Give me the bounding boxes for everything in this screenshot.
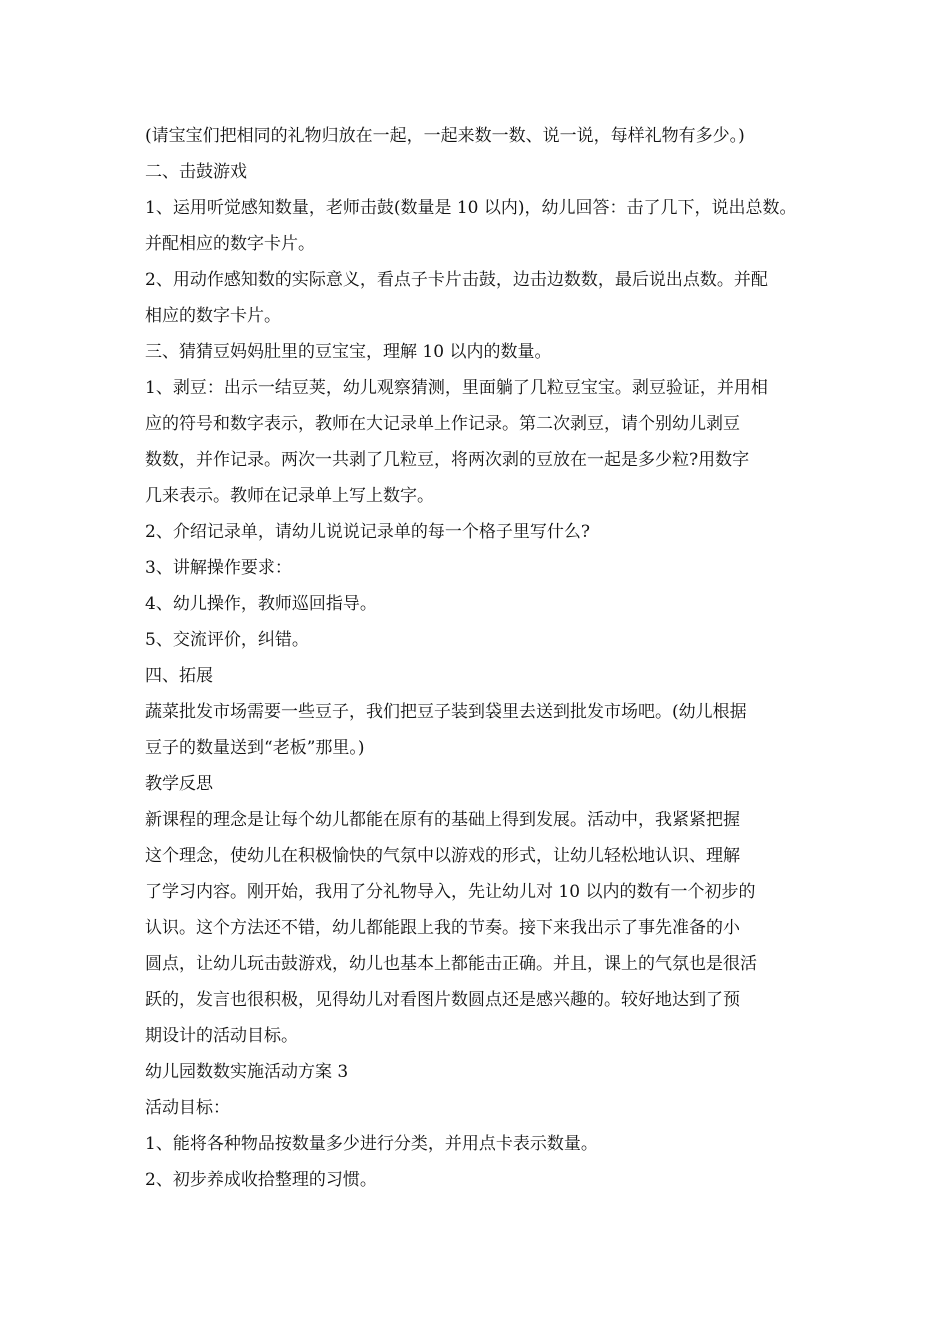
text-line: 应的符号和数字表示，教师在大记录单上作记录。第二次剥豆，请个别幼儿剥豆 bbox=[145, 414, 740, 434]
text-line: 数数，并作记录。两次一共剥了几粒豆，将两次剥的豆放在一起是多少粒?用数字 bbox=[145, 450, 750, 470]
text-line: 1、运用听觉感知数量，老师击鼓(数量是 10 以内)，幼儿回答：击了几下，说出总数。 bbox=[145, 198, 797, 218]
text-line: 1、剥豆：出示一结豆荚，幼儿观察猜测，里面躺了几粒豆宝宝。剥豆验证，并用相 bbox=[145, 378, 768, 398]
section-heading: 三、猜猜豆妈妈肚里的豆宝宝，理解 10 以内的数量。 bbox=[145, 342, 552, 362]
text-line: 2、初步养成收拾整理的习惯。 bbox=[145, 1170, 377, 1190]
text-line: 2、介绍记录单，请幼儿说说记录单的每一个格子里写什么? bbox=[145, 522, 590, 542]
text-line: 圆点，让幼儿玩击鼓游戏，幼儿也基本上都能击正确。并且，课上的气氛也是很活 bbox=[145, 954, 757, 974]
text-line: 5、交流评价，纠错。 bbox=[145, 630, 309, 650]
text-line: 4、幼儿操作，教师巡回指导。 bbox=[145, 594, 377, 614]
text-line: 3、讲解操作要求： bbox=[145, 558, 292, 578]
text-line: 1、能将各种物品按数量多少进行分类，并用点卡表示数量。 bbox=[145, 1134, 598, 1154]
text-line: 认识。这个方法还不错，幼儿都能跟上我的节奏。接下来我出示了事先准备的小 bbox=[145, 918, 740, 938]
text-line: 蔬菜批发市场需要一些豆子，我们把豆子装到袋里去送到批发市场吧。(幼儿根据 bbox=[145, 702, 747, 722]
text-line: 2、用动作感知数的实际意义，看点子卡片击鼓，边击边数数，最后说出点数。并配 bbox=[145, 270, 768, 290]
text-line: 了学习内容。刚开始，我用了分礼物导入，先让幼儿对 10 以内的数有一个初步的 bbox=[145, 882, 756, 902]
section-heading: 教学反思 bbox=[145, 774, 213, 794]
text-line: 这个理念，使幼儿在积极愉快的气氛中以游戏的形式，让幼儿轻松地认识、理解 bbox=[145, 846, 740, 866]
text-line: 新课程的理念是让每个幼儿都能在原有的基础上得到发展。活动中，我紧紧把握 bbox=[145, 810, 740, 830]
document-body bbox=[145, 118, 813, 1198]
section-heading: 幼儿园数数实施活动方案 3 bbox=[145, 1062, 349, 1082]
text-line: 跃的，发言也很积极，见得幼儿对看图片数圆点还是感兴趣的。较好地达到了预 bbox=[145, 990, 740, 1010]
section-heading: 二、击鼓游戏 bbox=[145, 162, 247, 182]
text-line: (请宝宝们把相同的礼物归放在一起，一起来数一数、说一说，每样礼物有多少。) bbox=[145, 126, 745, 146]
section-heading: 活动目标： bbox=[145, 1098, 230, 1118]
text-line: 并配相应的数字卡片。 bbox=[145, 234, 315, 254]
text-line: 相应的数字卡片。 bbox=[145, 306, 281, 326]
text-line: 几来表示。教师在记录单上写上数字。 bbox=[145, 486, 434, 506]
text-line: 期设计的活动目标。 bbox=[145, 1026, 298, 1046]
text-line: 豆子的数量送到“老板”那里。) bbox=[145, 738, 365, 758]
section-heading: 四、拓展 bbox=[145, 666, 213, 686]
